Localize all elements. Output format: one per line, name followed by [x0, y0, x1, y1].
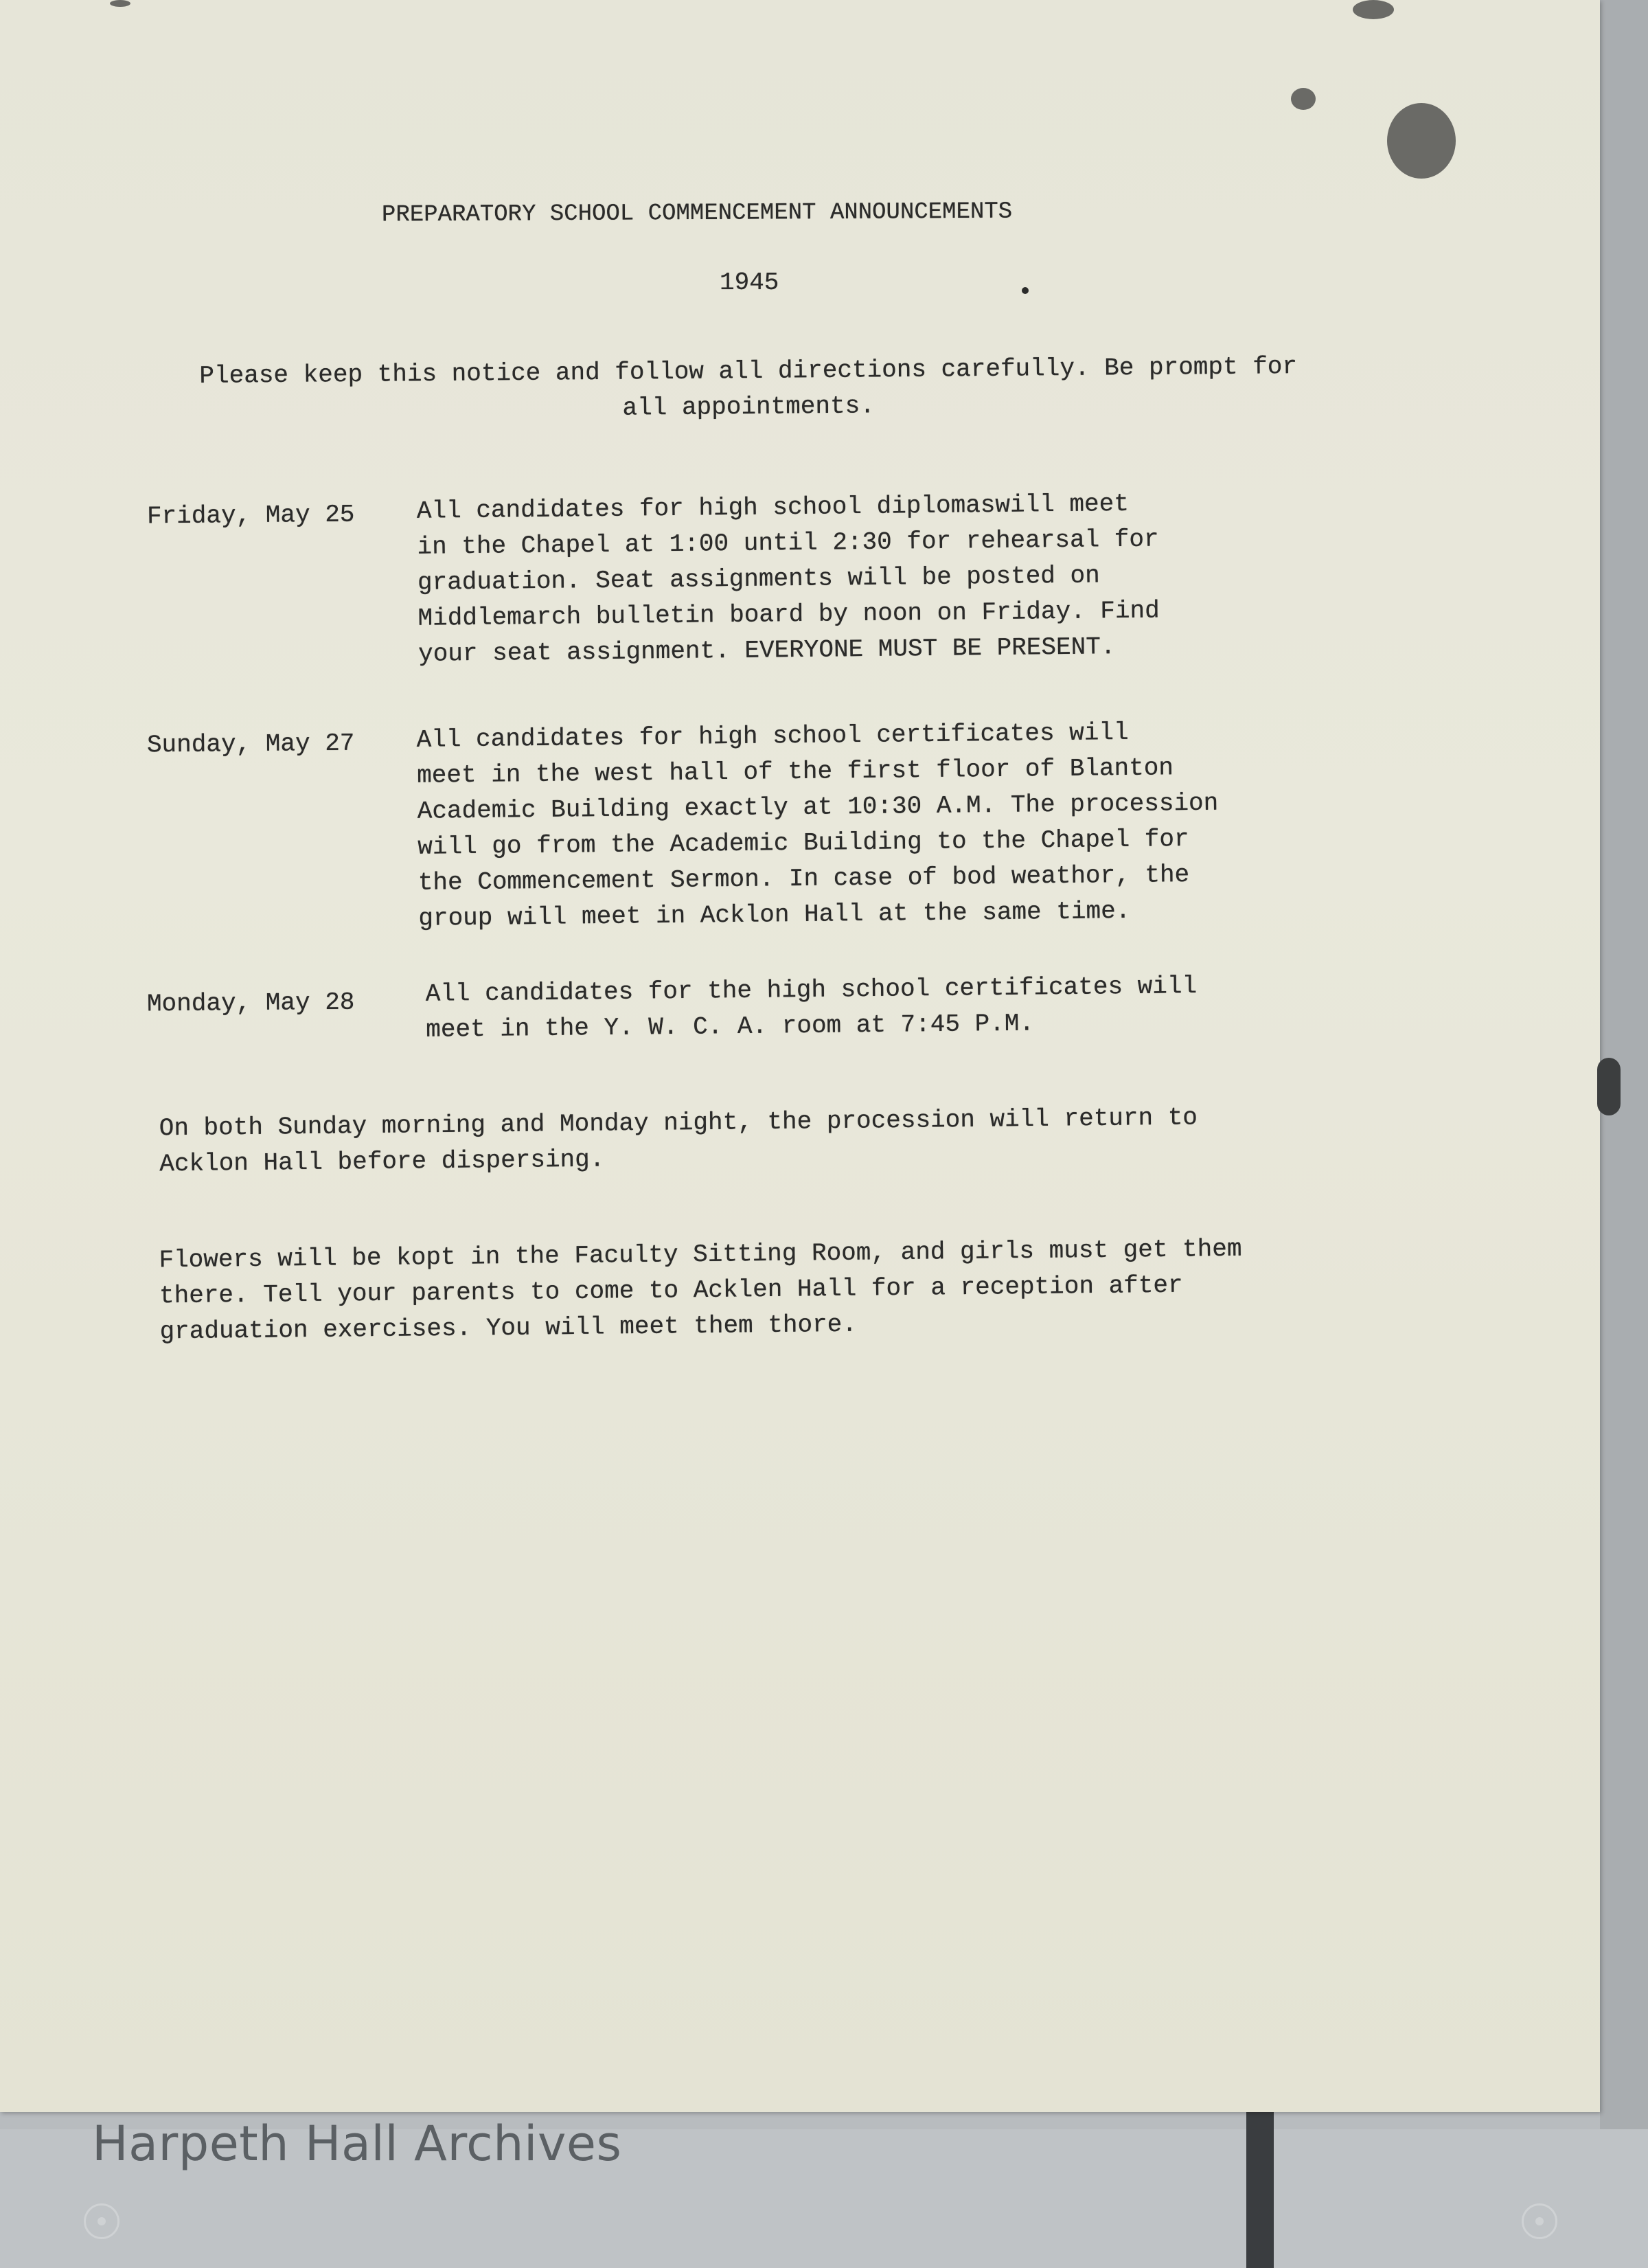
entry-date: Sunday, May 27 [146, 729, 355, 760]
intro-notice: Please keep this notice and follow all directions carefully. Be prompt for all appointments. [199, 352, 1298, 422]
entry-text: All candidates for high school certificates will meet in the west hall of the first floor of Blanton Academic Building exactly at 10:30 A.M. The procession will go from the Academic Building to the Chapel for the Commencement Sermon. In case of bod weathor, the group will meet in Acklon Hall at the same time. [416, 718, 1219, 933]
scanner-backdrop-right [1600, 0, 1648, 2268]
ink-stain [1353, 0, 1394, 19]
clip-post [1246, 2102, 1274, 2268]
corner-mark-icon [1522, 2203, 1557, 2239]
ink-stain [110, 0, 130, 7]
flowers-paragraph: Flowers will be kopt in the Faculty Sitting Room, and girls must get them there. Tell your parents to come to Acklen Hall for a reception after graduation exercises. You will meet them thore. [159, 1234, 1242, 1346]
entry-text: All candidates for high school diplomaswill meet in the Chapel at 1:00 until 2:30 for rehearsal for graduation. Seat assignments will be posted on Middlemarch bulletin board by noon on Friday. Find your seat assignment. EVERYONE MUST BE PRESENT. [416, 489, 1160, 668]
document-year: 1945 [720, 269, 779, 297]
corner-mark-icon [84, 2203, 119, 2239]
entry-date: Friday, May 25 [146, 500, 355, 531]
entry-date: Monday, May 28 [146, 988, 355, 1019]
binder-hole [1597, 1058, 1621, 1115]
procession-paragraph: On both Sunday morning and Monday night, the procession will return to Acklon Hall before dispersing. [159, 1103, 1198, 1179]
ink-stain [1291, 88, 1316, 110]
stray-dot [1022, 287, 1029, 294]
entry-text: All candidates for the high school certificates will meet in the Y. W. C. A. room at 7:45 P.M. [425, 972, 1198, 1044]
document-title: PREPARATORY SCHOOL COMMENCEMENT ANNOUNCEMENTS [381, 199, 1013, 229]
archive-watermark: Harpeth Hall Archives [92, 2116, 622, 2172]
ink-stain [1387, 103, 1456, 179]
